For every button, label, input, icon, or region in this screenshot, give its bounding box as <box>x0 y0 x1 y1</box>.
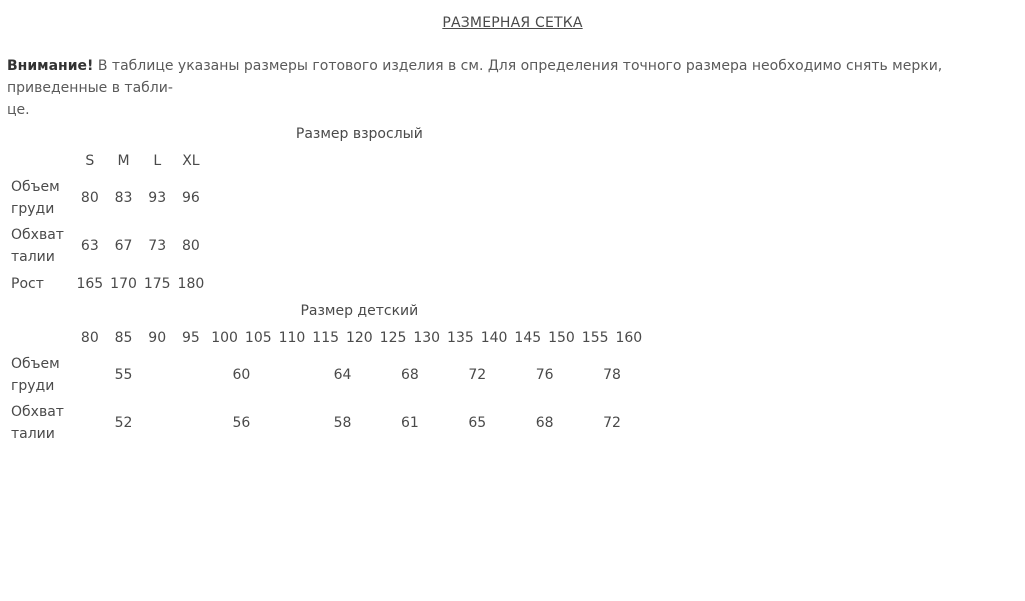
size-table <box>8 120 646 447</box>
table-cell: 73 <box>148 238 167 254</box>
child-size-header: 120 <box>345 329 373 346</box>
child-size-header: 105 <box>244 329 272 346</box>
table-cell: 67 <box>114 238 133 254</box>
child-size-header: 100 <box>211 329 238 346</box>
table-cell: 72 <box>603 415 621 431</box>
adult-caption-row <box>8 120 646 147</box>
row-label <box>8 351 73 399</box>
child-size-header: 115 <box>312 329 340 346</box>
child-caption: Размер детский <box>300 302 419 319</box>
adult-caption: Размер взрослый <box>295 125 423 142</box>
table-cell: 63 <box>80 238 99 254</box>
notice-text-line2: це. <box>7 102 30 118</box>
table-cell: 72 <box>468 367 487 383</box>
table-cell: 65 <box>468 415 487 431</box>
table-cell: 165 <box>76 275 104 292</box>
child-size-header: 125 <box>379 329 407 346</box>
table-cell: 61 <box>400 415 419 431</box>
table-row <box>8 222 646 270</box>
row-label-line: Объем <box>11 356 60 372</box>
child-size-header: 90 <box>148 329 167 346</box>
notice-paragraph <box>7 55 1017 121</box>
adult-header-row <box>8 147 646 174</box>
table-cell: 76 <box>535 367 554 383</box>
row-label-line: талии <box>11 426 55 442</box>
table-row <box>8 174 646 222</box>
table-cell: 52 <box>114 415 133 431</box>
row-label <box>8 222 73 270</box>
child-header-row <box>8 324 646 351</box>
row-label-line: груди <box>11 201 55 217</box>
adult-size-header: M <box>117 152 130 169</box>
row-label-line: Обхват <box>11 404 64 420</box>
child-size-header: 145 <box>514 329 542 346</box>
table-cell: 180 <box>177 275 205 292</box>
child-size-header: 80 <box>80 329 99 346</box>
table-cell: 80 <box>181 238 200 254</box>
child-size-header: 160 <box>615 329 643 346</box>
table-row <box>8 351 646 399</box>
row-label <box>8 174 73 222</box>
table-cell: 175 <box>143 275 171 292</box>
child-size-header: 110 <box>278 329 306 346</box>
row-label: Рост <box>11 275 44 292</box>
table-cell: 68 <box>400 367 419 383</box>
page-title: РАЗМЕРНАЯ СЕТКА <box>442 15 583 31</box>
table-cell: 96 <box>181 190 200 206</box>
row-label <box>8 399 73 447</box>
table-cell: 80 <box>80 190 99 206</box>
child-size-header: 95 <box>181 329 200 346</box>
table-cell: 55 <box>114 367 133 383</box>
table-row <box>8 270 646 297</box>
adult-size-header: S <box>85 152 95 169</box>
notice-text-line1: В таблице указаны размеры готового изделия в см. Для определения точного размера необходимо снять мерки, приведенные в табли- <box>7 58 943 96</box>
adult-size-header: L <box>153 152 162 169</box>
child-size-header: 150 <box>548 329 575 346</box>
table-cell: 83 <box>114 190 133 206</box>
notice-label: Внимание! <box>7 58 94 74</box>
table-cell: 93 <box>148 190 167 206</box>
table-cell: 60 <box>232 367 251 383</box>
row-label-line: Объем <box>11 179 60 195</box>
table-cell: 78 <box>603 367 621 383</box>
child-size-header: 155 <box>581 329 609 346</box>
table-cell: 170 <box>110 275 137 292</box>
row-label-line: груди <box>11 378 55 394</box>
table-row <box>8 399 646 447</box>
row-label-line: талии <box>11 249 55 265</box>
child-size-header: 135 <box>447 329 474 346</box>
child-size-header: 130 <box>413 329 441 346</box>
child-size-header: 85 <box>114 329 133 346</box>
table-cell: 68 <box>535 415 554 431</box>
table-cell: 56 <box>232 415 251 431</box>
table-cell: 64 <box>333 367 352 383</box>
child-caption-row <box>8 297 646 324</box>
row-label-line: Обхват <box>11 227 64 243</box>
table-cell: 58 <box>333 415 352 431</box>
child-size-header: 140 <box>480 329 508 346</box>
adult-size-header: XL <box>182 152 200 169</box>
